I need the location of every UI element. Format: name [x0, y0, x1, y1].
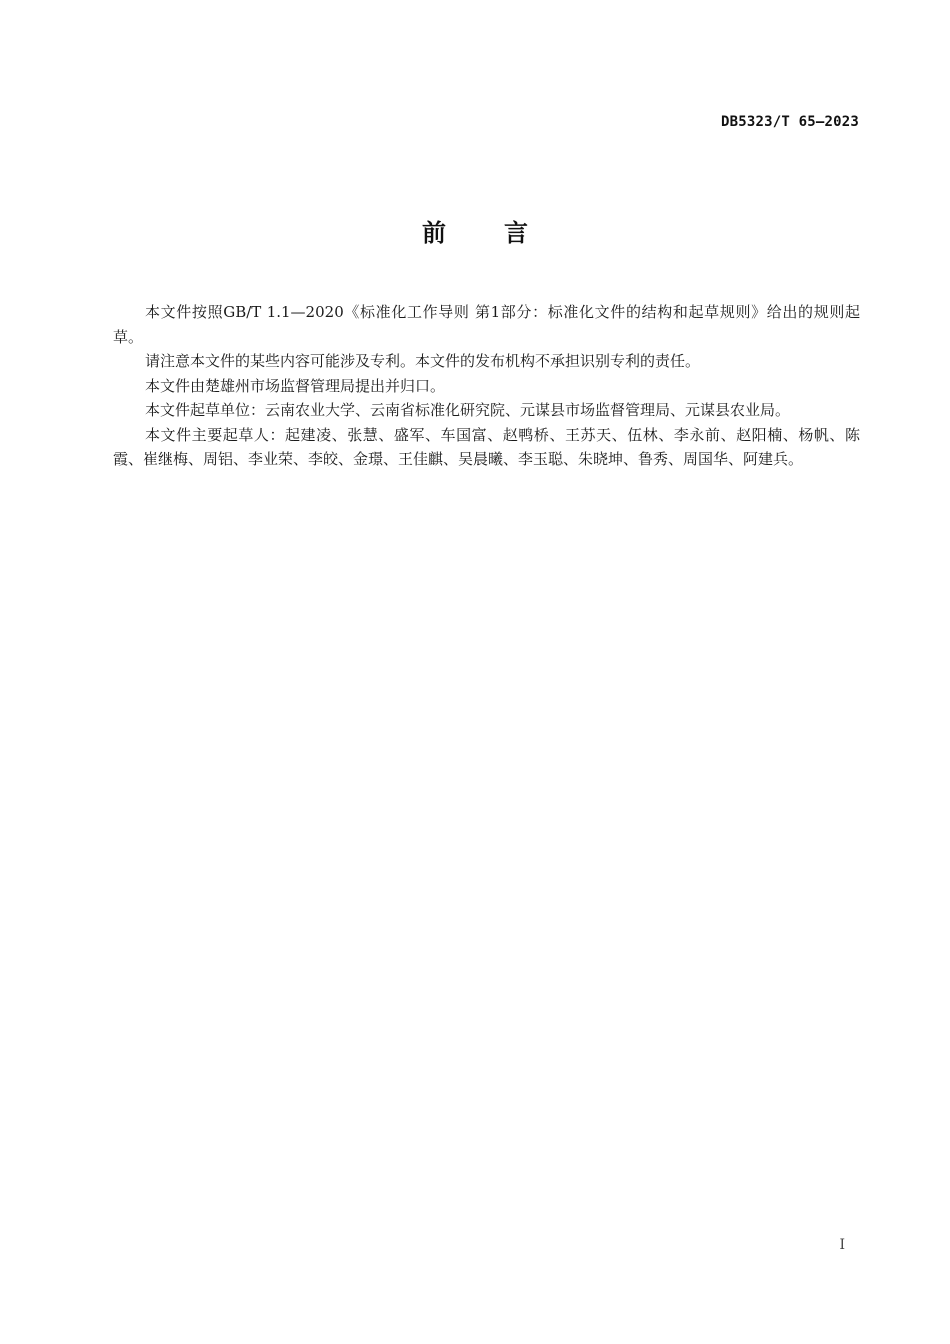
page-title: 前言: [422, 219, 586, 247]
paragraph-drafting-rules: 本文件按照GB/T 1.1—2020《标准化工作导则 第1部分：标准化文件的结构和起草规则》给出的规则起草。: [113, 303, 860, 346]
paragraph-proposer: 本文件由楚雄州市场监督管理局提出并归口。: [145, 376, 446, 395]
foreword-body: [113, 300, 860, 472]
paragraph-drafters: 本文件主要起草人：起建凌、张慧、盛军、车国富、赵鸭桥、王苏天、伍林、李永前、赵阳楠、杨帆、陈霞、崔继梅、周铝、李业荣、李皎、金璟、王佳麒、吴晨曦、李玉聪、朱晓坤、鲁秀、周国华、阿建兵。: [113, 425, 860, 468]
page-number: I: [839, 1237, 845, 1253]
paragraph-patent-notice: 请注意本文件的某些内容可能涉及专利。本文件的发布机构不承担识别专利的责任。: [145, 352, 701, 370]
document-code: DB5323/T 65—2023: [720, 114, 859, 130]
paragraph-drafting-units: 本文件起草单位：云南农业大学、云南省标准化研究院、元谋县市场监督管理局、元谋县农业局。: [145, 401, 791, 419]
